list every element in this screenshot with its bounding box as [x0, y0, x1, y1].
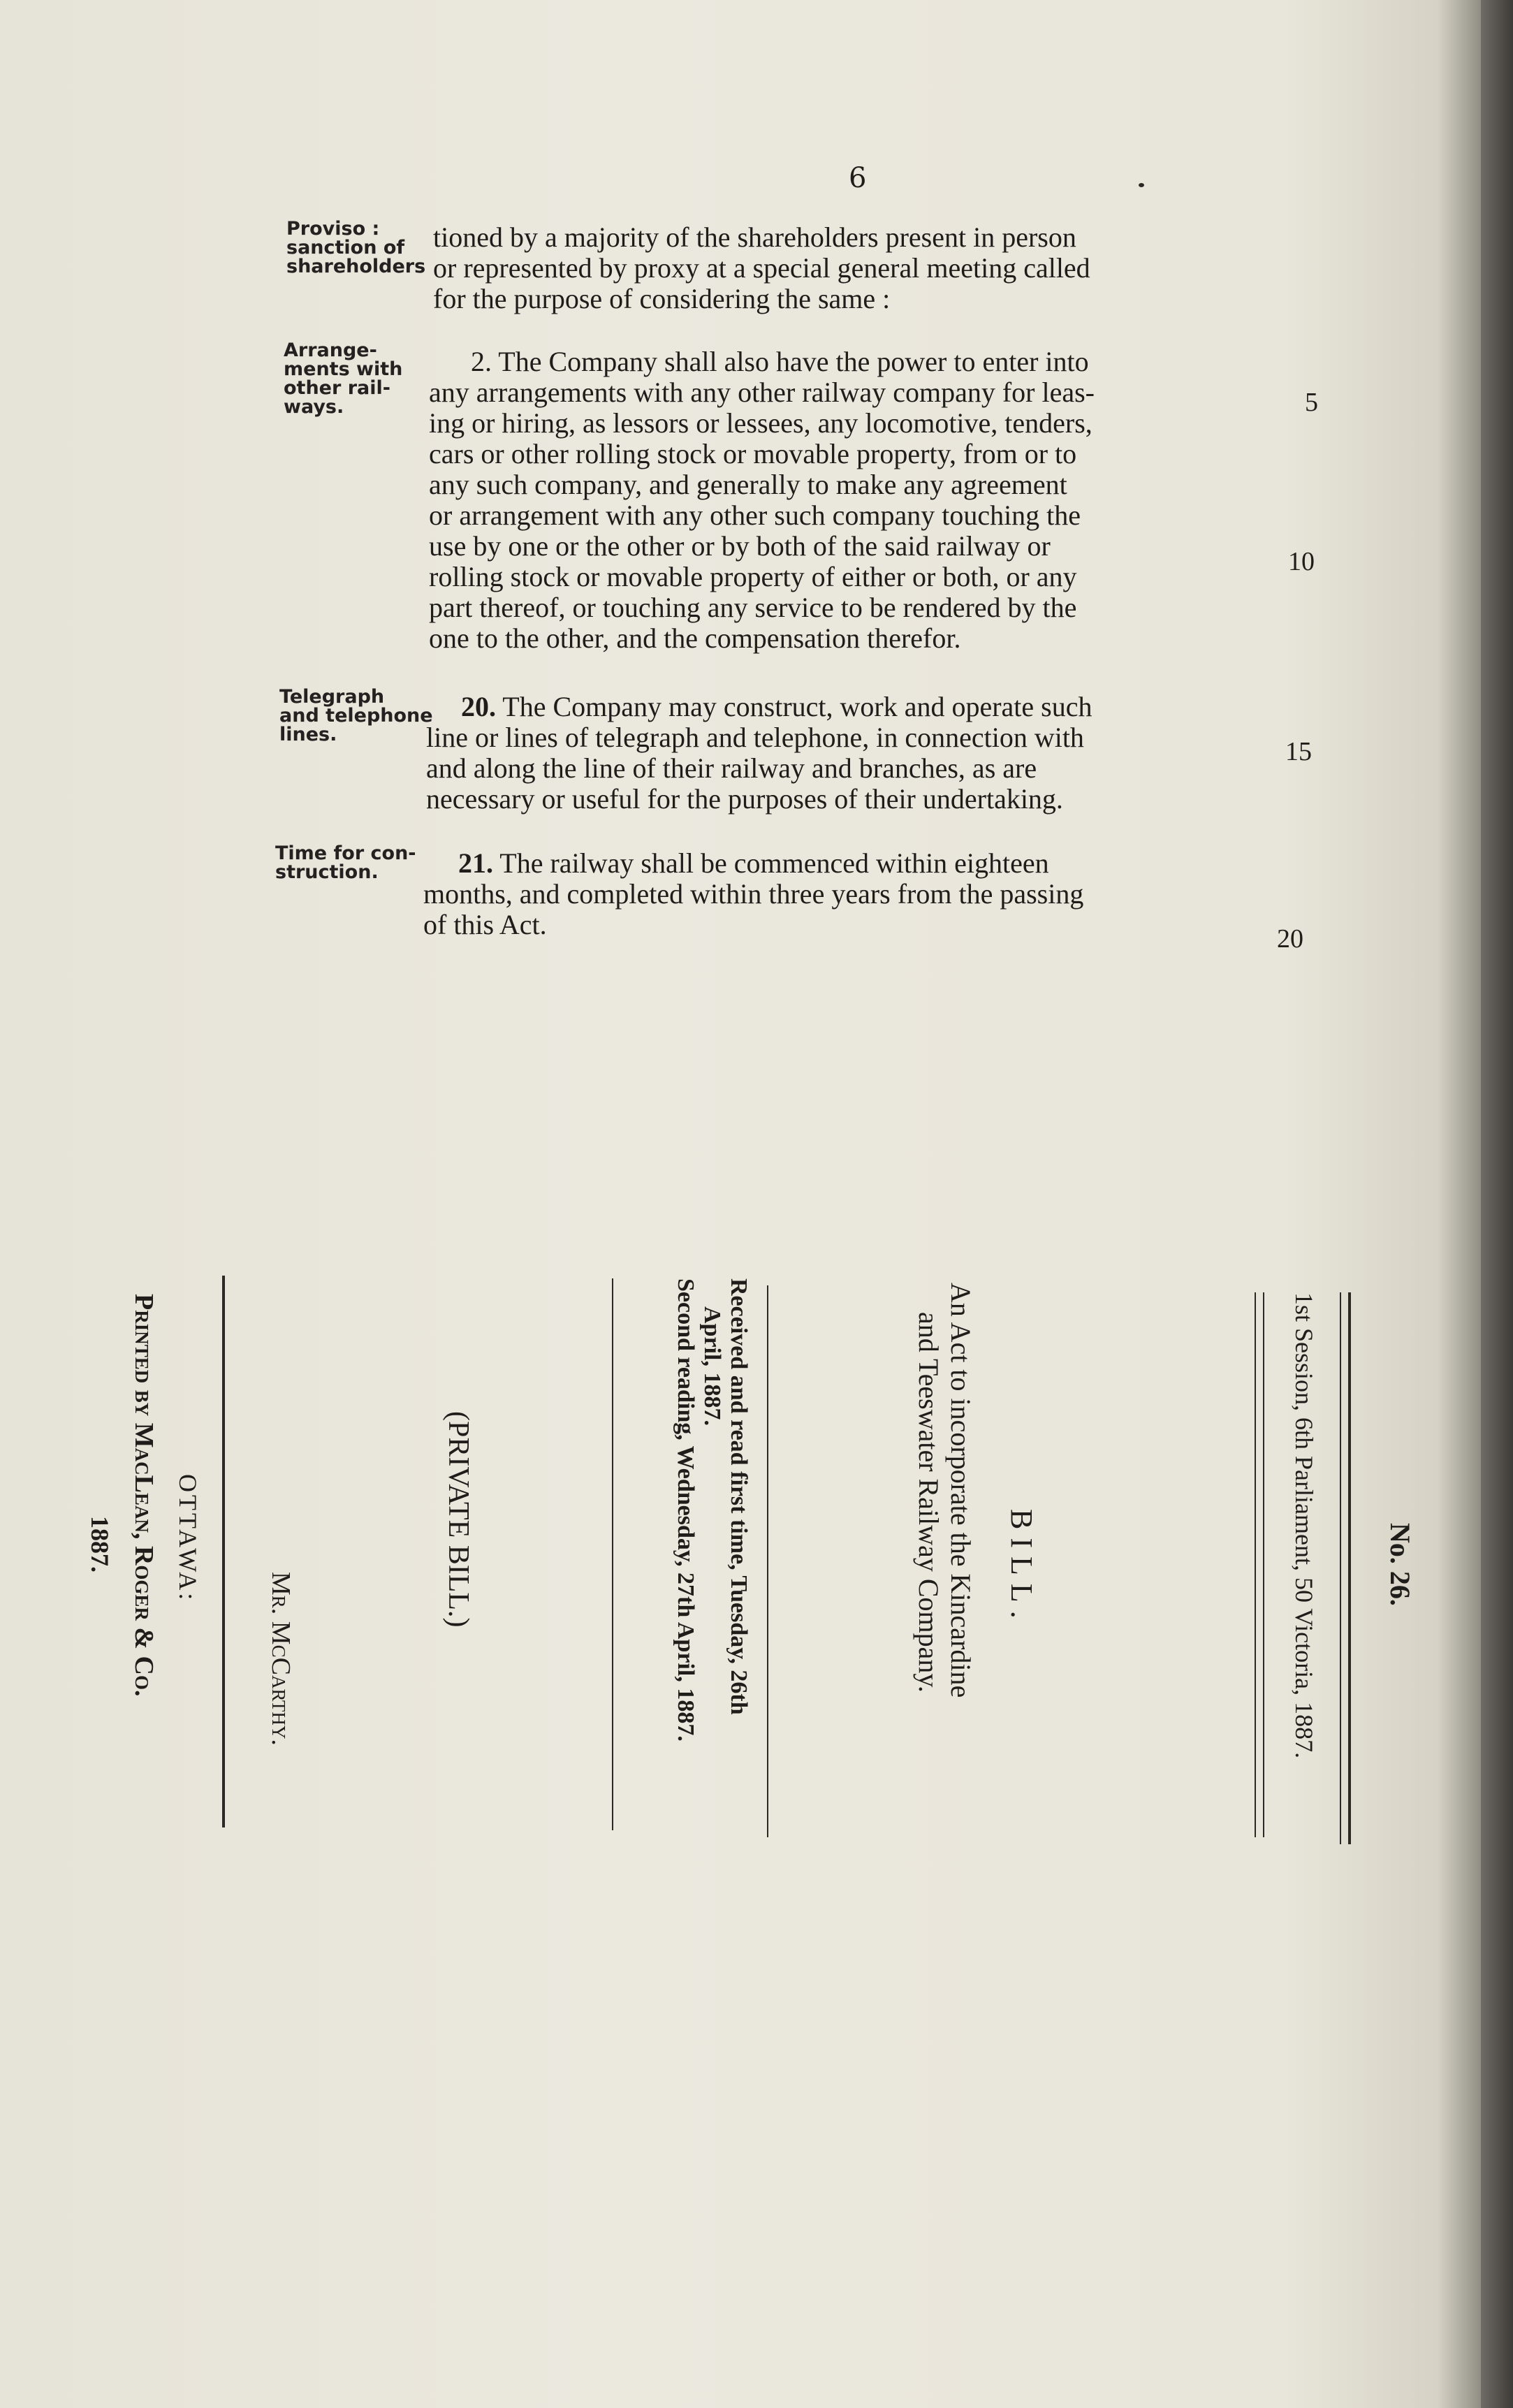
text-line: or represented by proxy at a special general meeting called — [433, 252, 1090, 284]
cover-rule-outer — [1348, 1292, 1351, 1844]
text-line: any such company, and generally to make any agreement — [429, 469, 1067, 500]
text-line: one to the other, and the compensation therefor. — [429, 622, 961, 654]
line-number: 10 — [1288, 547, 1315, 576]
text-line: The railway shall be commenced within eighteen — [499, 847, 1049, 879]
margin-note-line: Time for con- — [275, 842, 416, 864]
cover-rule-bottom — [222, 1276, 225, 1827]
text-line: of this Act. — [423, 909, 547, 940]
text-line: cars or other rolling stock or movable property, from or to — [429, 438, 1077, 469]
margin-note-time — [275, 844, 416, 882]
line-number: 20 — [1277, 924, 1303, 954]
bill-title-line: An Act to incorporate the Kincardine — [945, 1283, 977, 1698]
cover-rule-inner — [1340, 1292, 1341, 1844]
section-number: 2. — [471, 346, 492, 377]
margin-note-line: ments with — [284, 358, 403, 380]
bill-type: (PRIVATE BILL.) — [442, 1411, 474, 1628]
paragraph-section-20 — [426, 692, 1278, 815]
paragraph-section-21 — [423, 848, 1276, 940]
margin-note-proviso — [286, 219, 425, 276]
margin-note-telegraph — [279, 687, 433, 744]
reading-line: Received and read first time, Tuesday, 26th — [726, 1278, 752, 1715]
cover-rule-reading-top — [767, 1285, 768, 1837]
margin-note-arrangements — [284, 341, 402, 416]
text-line: any arrangements with any other railway company for leas- — [429, 377, 1095, 408]
text-line: months, and completed within three years from the passing — [423, 878, 1084, 910]
book-binding-edge — [1481, 0, 1513, 2408]
margin-note-line: and telephone — [279, 705, 433, 727]
margin-note-line: struction. — [275, 861, 379, 883]
bill-title-line: and Teeswater Railway Company. — [913, 1312, 944, 1693]
text-line: part thereof, or touching any service to be rendered by the — [429, 592, 1077, 623]
text-line: line or lines of telegraph and telephone, in connection with — [426, 722, 1084, 753]
text-line: rolling stock or movable property of either or both, or any — [429, 561, 1077, 592]
margin-note-line: lines. — [279, 724, 337, 745]
text-line: use by one or the other or by both of the said railway or — [429, 530, 1051, 562]
text-line: The Company shall also have the power to enter into — [498, 346, 1089, 377]
bill-label: BILL. — [1004, 1509, 1039, 1627]
margin-note-line: ways. — [284, 396, 344, 418]
text-line: The Company may construct, work and operate such — [502, 691, 1092, 722]
year: 1887. — [86, 1516, 114, 1573]
text-line: and along the line of their railway and branches, as are — [426, 752, 1037, 784]
text-line: ing or hiring, as lessors or lessees, any locomotive, tenders, — [429, 407, 1092, 439]
session-line: 1st Session, 6th Parliament, 50 Victoria, 1887. — [1290, 1292, 1318, 1759]
cover-rule-session-inner — [1255, 1292, 1256, 1837]
ink-speck — [1139, 183, 1144, 187]
paragraph-continuation — [433, 222, 1285, 314]
place: OTTAWA: — [174, 1474, 202, 1603]
reading-line: April, 1887. — [699, 1306, 725, 1426]
section-number: 21. — [458, 847, 493, 879]
text-line: for the purpose of considering the same : — [433, 283, 891, 314]
page-number: 6 — [849, 162, 867, 194]
line-number: 5 — [1305, 388, 1318, 417]
margin-note-line: Proviso : — [286, 218, 380, 240]
bill-title — [912, 1283, 977, 1698]
sponsor: Mr. McCarthy. — [266, 1572, 295, 1746]
paragraph-section-2 — [429, 346, 1281, 654]
text-line: tioned by a majority of the shareholders present in person — [433, 221, 1076, 253]
reading-info — [672, 1278, 752, 1742]
margin-note-line: sanction of — [286, 237, 405, 258]
margin-note-line: other rail- — [284, 377, 390, 399]
reading-line: Second reading, Wednesday, 27th April, 1887. — [673, 1278, 699, 1742]
text-line: necessary or useful for the purposes of their undertaking. — [426, 783, 1063, 815]
cover-rule-session — [1263, 1292, 1264, 1837]
margin-note-line: Arrange- — [284, 340, 377, 361]
printer: Printed by MacLean, Roger & Co. — [129, 1294, 159, 1697]
line-number: 15 — [1285, 737, 1312, 766]
section-number: 20. — [461, 691, 496, 722]
bill-number: No. 26. — [1384, 1523, 1416, 1606]
margin-note-line: shareholders — [286, 256, 426, 277]
margin-note-line: Telegraph — [279, 686, 385, 708]
text-line: or arrangement with any other such company touching the — [429, 499, 1081, 531]
cover-rule-reading-bottom — [612, 1278, 613, 1830]
